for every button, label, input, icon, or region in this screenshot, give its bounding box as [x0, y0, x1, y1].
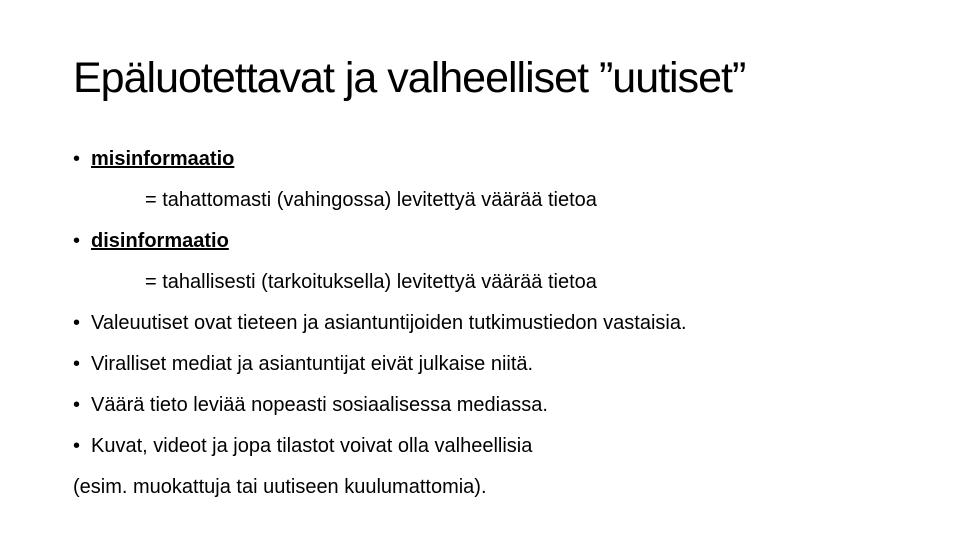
bullet-icon: • — [73, 148, 81, 170]
list-item-misinformation — [73, 144, 943, 185]
list-item-continuation: (esim. muokattuja tai uutiseen kuulumattomia). — [73, 476, 487, 498]
list-item — [73, 431, 943, 472]
list-item — [73, 390, 943, 431]
bullet-icon: • — [73, 435, 81, 457]
definition-misinformation: = tahattomasti (vahingossa) levitettyä väärää tietoa — [145, 189, 597, 211]
bullet-icon: • — [73, 230, 81, 252]
bullet-icon: • — [73, 353, 81, 375]
list-item — [73, 349, 943, 390]
list-item-disinformation — [73, 226, 943, 267]
slide-body — [73, 144, 943, 513]
list-item-text: Valeuutiset ovat tieteen ja asiantuntijoiden tutkimustiedon vastaisia. — [91, 312, 687, 334]
list-item — [73, 308, 943, 349]
definition-disinformation: = tahallisesti (tarkoituksella) levitettyä väärää tietoa — [145, 271, 597, 293]
slide-title: Epäluotettavat ja valheelliset ”uutiset” — [73, 54, 746, 102]
list-item-text: Viralliset mediat ja asiantuntijat eivät julkaise niitä. — [91, 353, 534, 375]
list-item-text: Väärä tieto leviää nopeasti sosiaalisessa mediassa. — [91, 394, 548, 416]
bullet-icon: • — [73, 312, 81, 334]
bullet-icon: • — [73, 394, 81, 416]
list-item-text: Kuvat, videot ja jopa tilastot voivat olla valheellisia — [91, 435, 533, 457]
term-misinformaatio: misinformaatio — [91, 148, 235, 170]
term-disinformaatio: disinformaatio — [91, 230, 229, 252]
